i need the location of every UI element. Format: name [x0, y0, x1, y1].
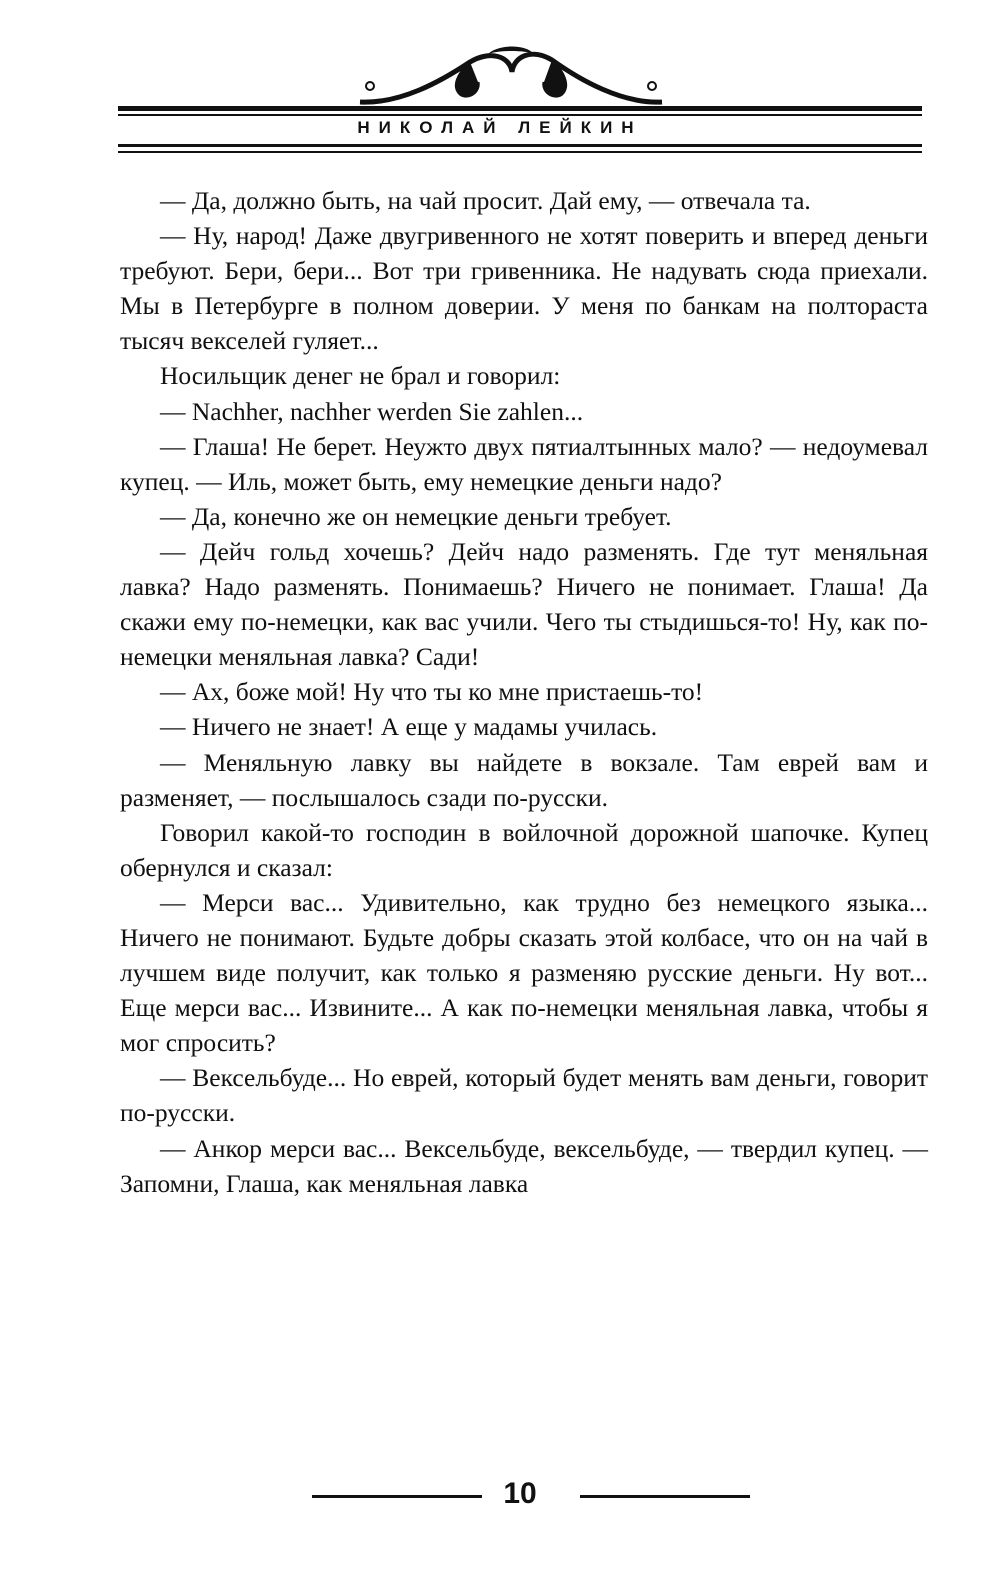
- paragraph: — Дейч гольд хочешь? Дейч надо разменять. Где тут меняльная лавка? Надо разменять. Понимаешь? Ничего не понимает. Глаша! Да скажи ему по-немецки, как вас учили. Чего ты стыдишься-то! Ну, как по-немецки меняльная лавка? Сади!: [120, 536, 928, 672]
- paragraph: — Nachher, nachher werden Sie zahlen...: [160, 396, 584, 426]
- header-rule-top-thin: [118, 114, 922, 116]
- ornament-icon: [340, 42, 680, 112]
- header-rule-top: [118, 106, 922, 111]
- header-rule-bottom: [118, 144, 922, 147]
- paragraph: — Глаша! Не берет. Неужто двух пятиалтынных мало? — недоумевал купец. — Иль, может быть, ему немецкие деньги надо?: [120, 431, 928, 496]
- paragraph: — Меняльную лавку вы найдете в вокзале. Там еврей вам и разменяет, — послышалось сзади по-русски.: [120, 747, 928, 812]
- paragraph: Говорил какой-то господин в войлочной дорожной шапочке. Купец обернулся и сказал:: [120, 817, 928, 882]
- paragraph: Носильщик денег не брал и говорил:: [160, 361, 561, 391]
- paragraph: — Да, конечно же он немецкие деньги требует.: [160, 501, 672, 531]
- page-footer: [0, 1475, 1000, 1515]
- paragraph: — Ну, народ! Даже двугривенного не хотят поверить и вперед деньги требуют. Бери, бери... Вот три гривенника. Не надувать сюда приехали. Мы в Петербурге в полном доверии. У меня по банкам на полтораста тысяч векселей гуляет...: [120, 221, 928, 356]
- paragraph: — Ничего не знает! А еще у мадамы училась.: [160, 712, 658, 742]
- header-rule-bottom-thin: [118, 151, 922, 153]
- paragraph: — Да, должно быть, на чай просит. Дай ему, — отвечала та.: [160, 186, 811, 215]
- page-number: 10: [503, 1477, 537, 1510]
- running-head: [0, 118, 1000, 138]
- paragraph: — Вексельбуде... Но еврей, который будет менять вам деньги, говорит по-русски.: [120, 1063, 928, 1128]
- paragraph: — Анкор мерси вас... Вексельбуде, вексельбуде, — твердил купец. — Запомни, Глаша, как меняльная лавка: [120, 1133, 928, 1198]
- footer-rule-left: [312, 1495, 482, 1498]
- body-text: [120, 183, 928, 1201]
- author-name: НИКОЛАЙ ЛЕЙКИН: [351, 118, 648, 137]
- paragraph: — Мерси вас... Удивительно, как трудно без немецкого языка... Ничего не понимают. Будьте добры сказать этой колбасе, что он на чай в лучшем виде получит, как только я разменяю русские деньги. Ну вот... Еще мерси вас... Извините... А как по-немецки меняльная лавка, чтобы я мог спросить?: [120, 887, 928, 1058]
- footer-rule-right: [580, 1495, 750, 1498]
- paragraph: — Ах, боже мой! Ну что ты ко мне пристаешь-то!: [160, 677, 704, 707]
